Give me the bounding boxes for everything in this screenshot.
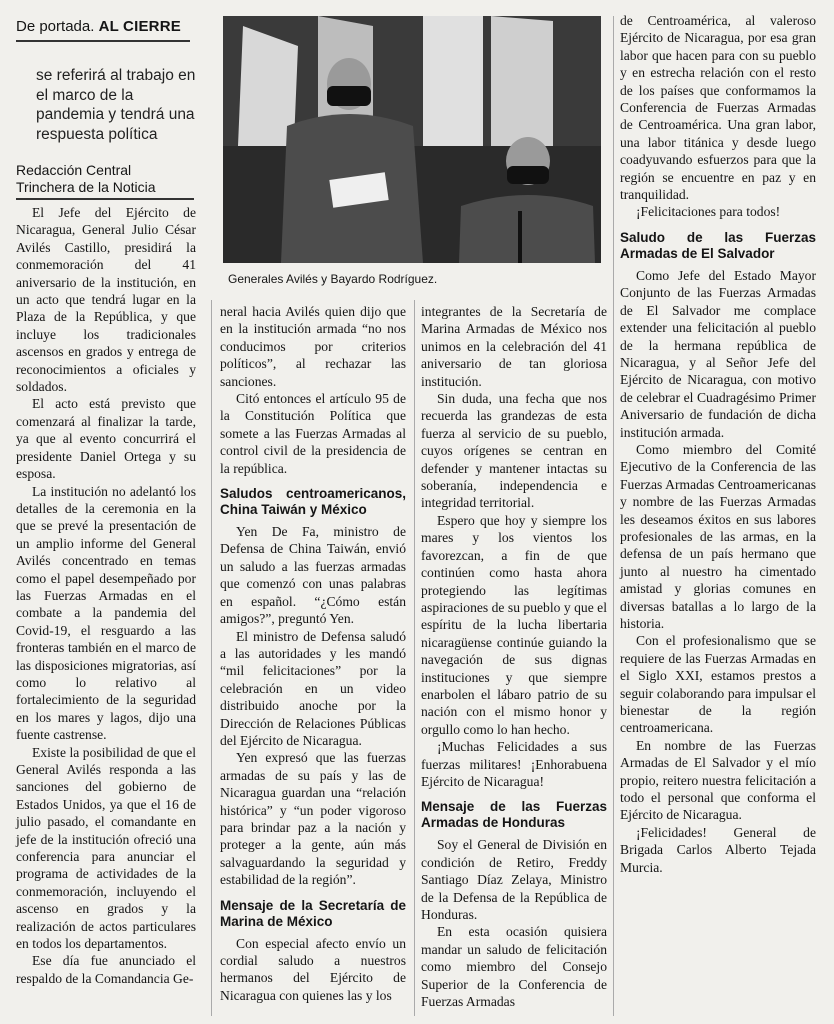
paragraph: El Jefe del Ejército de Nicaragua, General Julio César Avilés Castillo, presidirá la conmemoración del 41 aniversario de la institución, en un acto que tendrá lugar en la Plaza de la República, y que incluye los tradicionales ascensos en grados y entrega de reconocimientos a oficiales y soldados. bbox=[16, 205, 196, 395]
article-column-4 bbox=[620, 12, 816, 876]
paragraph: Espero que hoy y siempre los mares y los vientos los favorezcan, a fin de que continúen como hasta ahora protegiendo las legítimas aspiraciones de su pueblo y que el espíritu de la lucha libertaria nicaragüense continúe guiando la navegación de sus dignas instituciones y que siempre enarbolen el lábaro patrio de su nación con el mismo honor y orgullo como lo han hecho. bbox=[421, 512, 607, 737]
paragraph: En esta ocasión quisiera mandar un saludo de felicitación como miembro del Consejo Superior de la Conferencia de Fuerzas Armadas bbox=[421, 924, 607, 1010]
column-divider bbox=[414, 300, 415, 1016]
column-divider bbox=[211, 300, 212, 1016]
paragraph: Con especial afecto envío un cordial saludo a nuestros hermanos del Ejército de Nicaragua con quienes las y los bbox=[220, 935, 406, 1003]
byline-line-1: Redacción Central bbox=[16, 162, 132, 178]
subheading-el-salvador: Saludo de las Fuerzas Armadas de El Salvador bbox=[620, 229, 816, 261]
paragraph: Sin duda, una fecha que nos recuerda las grandezas de esta fuerza al servicio de su pueblo, cuyos orígenes se centran en defender y mantener intactas su soberanía, independencia e integridad territorial. bbox=[421, 391, 607, 511]
photo-caption: Generales Avilés y Bayardo Rodríguez. bbox=[228, 272, 438, 286]
paragraph: Soy el General de División en condición de Retiro, Freddy Santiago Díaz Zelaya, Ministro de la Defensa de la República de Honduras. bbox=[421, 837, 607, 922]
subheading-honduras: Mensaje de las Fuerzas Armadas de Honduras bbox=[421, 799, 607, 831]
byline-line-2: Trinchera de la Noticia bbox=[16, 179, 156, 195]
paragraph: Ese día fue anunciado el respaldo de la Comandancia Ge- bbox=[16, 953, 196, 986]
paragraph: Yen De Fa, ministro de Defensa de China Taiwán, envió un saludo a las fuerzas armadas que comenzó con unas palabras en español. “¿Cómo están amigos?”, preguntó Yen. bbox=[220, 524, 406, 627]
article-column-1 bbox=[16, 204, 196, 987]
generals-photo-illustration bbox=[223, 16, 601, 263]
article-column-3 bbox=[421, 303, 607, 1010]
paragraph: El acto está previsto que comenzará al finalizar la tarde, ya que al evento concurrirá el presidente Daniel Ortega y su esposa. bbox=[16, 396, 196, 482]
paragraph: La institución no adelantó los detalles de la ceremonia en la que se prevé la presentación de un amplio informe del General Avilés concentrado en temas como el papel desempeñado por las Fuerzas Armadas en el combate a la pandemia del Covid-19, el resguardo a las fronteras también en el marco de las disposiciones migratorias, así como lo relativo al fortalecimiento de la seguridad en los mares y lagos, dijo una fuente castrense. bbox=[16, 483, 196, 743]
paragraph: Como Jefe del Estado Mayor Conjunto de las Fuerzas Armadas de El Salvador me complace extender una felicitación al pueblo de la hermana república de Nicaragua, y al Señor Jefe del Ejército de Nicaragua, con motivo de celebrar el Cuadragésimo Primer Aniversario de fundación de dicha institución armada. bbox=[620, 267, 816, 440]
column-divider bbox=[613, 16, 614, 1016]
article-column-2 bbox=[220, 303, 406, 1004]
paragraph: Yen expresó que las fuerzas armadas de su país y las de Nicaragua guardan una “relación histórica” y “un poder vigoroso para brindar paz a la nación y proteger a la gente, aún más salvaguardando la seguridad y estabilidad de la región”. bbox=[220, 750, 406, 888]
section-name: AL CIERRE bbox=[98, 18, 181, 35]
paragraph: Citó entonces el artículo 95 de la Constitución Política que somete a las Fuerzas Armadas al control civil de la presidencia de la república. bbox=[220, 391, 406, 476]
article-deck: se referirá al trabajo en el marco de la pandemia y tendrá una respuesta política bbox=[36, 67, 196, 143]
paragraph: de Centroamérica, al valeroso Ejército de Nicaragua, por esa gran labor que hacen para con su pueblo y en estrecha relación con el resto de los países que conformamos la Conferencia de Fuerzas Armadas de Centroamérica. Una gran labor, una labor titánica y desde luego coadyuvando esfuerzos para que la región se encuentre en paz y en tranquilidad. bbox=[620, 13, 816, 203]
paragraph: Existe la posibilidad de que el General Avilés responda a las sanciones del gobierno de Estados Unidos, ya que el 16 de julio pasado, el comandante en jefe de la institución ofreció una conferencia para anunciar el programa de actividades de la conmemoración, incluyendo el ascenso en grados y la realización de actos particulares en todos los departamentos. bbox=[16, 744, 196, 952]
article-photo bbox=[223, 16, 601, 263]
byline bbox=[16, 162, 194, 200]
paragraph: El ministro de Defensa saludó a las autoridades y les mandó “mil felicitaciones” por la celebración en un video distribuido anoche por la Dirección de Relaciones Públicas del Ejército de Nicaragua. bbox=[220, 628, 406, 748]
paragraph: ¡Muchas Felicidades a sus fuerzas militares! ¡Enhorabuena Ejército de Nicaragua! bbox=[421, 739, 607, 789]
paragraph: neral hacia Avilés quien dijo que en la institución armada “no nos conducimos por criterios políticos”, al rechazar las sanciones. bbox=[220, 304, 406, 389]
paragraph: Con el profesionalismo que se requiere de las Fuerzas Armadas en el Siglo XXI, estamos prestos a seguir colaborando para impulsar el bienestar de la región centroamericana. bbox=[620, 633, 816, 736]
paragraph: ¡Felicidades! General de Brigada Carlos Alberto Tejada Murcia. bbox=[620, 824, 816, 875]
subheading-centroamericanos: Saludos centroamericanos, China Taiwán y México bbox=[220, 486, 406, 518]
paragraph: Como miembro del Comité Ejecutivo de la Conferencia de las Fuerzas Armadas Centroamericanas y nombre de las Fuerzas Armadas les deseamos éxitos en sus labores profesionales de las armas, en la defensa de un país hermano que junto al nuestro ha cimentado amistad y glorias comunes en diversas batallas a lo largo de la historia. bbox=[620, 441, 816, 631]
subheading-mexico: Mensaje de la Secretaría de Marina de México bbox=[220, 897, 406, 929]
section-header bbox=[16, 14, 190, 42]
paragraph: integrantes de la Secretaría de Marina Armadas de México nos unimos en la celebración del 41 aniversario de tan gloriosa institución. bbox=[421, 304, 607, 389]
paragraph: ¡Felicitaciones para todos! bbox=[636, 204, 781, 220]
section-prefix: De portada. bbox=[16, 18, 95, 35]
paragraph: En nombre de las Fuerzas Armadas de El Salvador y el mío propio, reitero nuestra felicitación a todo el personal que conforma el Ejército de Nicaragua. bbox=[620, 737, 816, 823]
